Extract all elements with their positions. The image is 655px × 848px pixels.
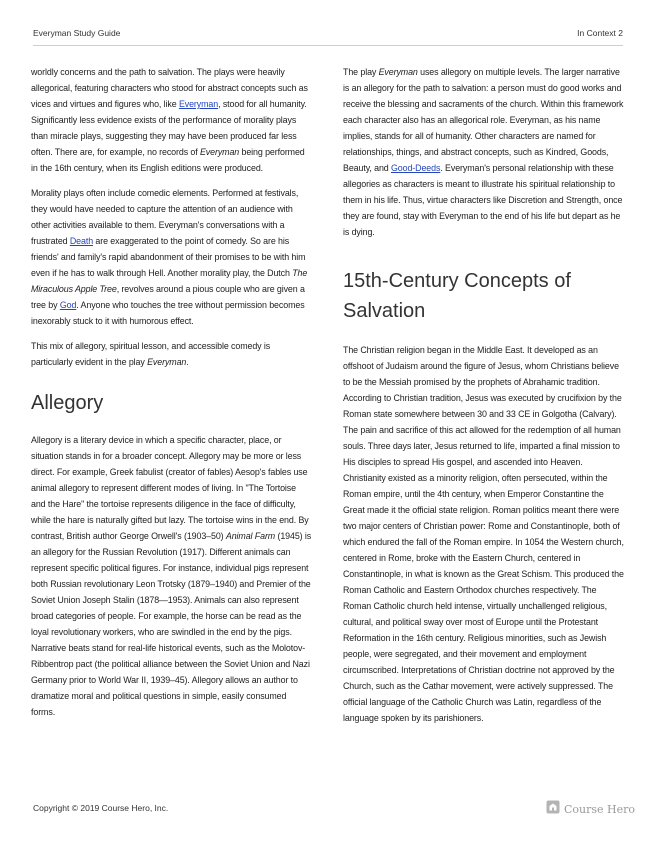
paragraph-allegory-definition: Allegory is a literary device in which a specific character, place, or situation stands in for a broader concept. Allegory may be more or less direct. For example, Greek fabulist (creator of fables) Aesop's fables use animal allegory to represent different modes of living. In "The Tortoise and the Hare" the tortoise represents diligence in the face of difficulty, while the hare is naturally gifted but lazy. The tortoise wins in the end. By contrast, British author George Orwell's (1903–50) Animal Farm (1945) is an allegory for the Russian Revolution (1917). Different animals can represent specific political figures. For instance, individual pigs represent both Russian revolutionary Leon Trotsky (1879–1940) and Premier of the Soviet Union Joseph Stalin (1878—1953). Animals can also represent broad categories of people. For example, the horse can be read as the loyal revolutionary workers, who are swindled in the end by the pigs. Narrative beats stand for real-life historical events, such as the Molotov-Ribbentrop pact (the political alliance between the Soviet Union and Nazi Germany prior to World War II, 1939–45). Allegory allows an author to dramatize moral and political questions in simple, easily consumed forms. (31, 435, 312, 717)
paragraph-everyman-allegory: The play Everyman uses allegory on multiple levels. The larger narrative is an allegory for the path to salvation: a person must do good works and receive the blessing and sacraments of the church. Within this framework each character also has an allegorical role. Everyman, as his name implies, stands for all of humanity. Other characters are named for relationships, things, and abstract concepts, such as Kindred, Goods, Beauty, and Good-Deeds. Everyman's personal relationship with these allegories as characters is meant to illustrate his spiritual relationship to them in his life. Thus, virtue characters like Discretion and Strength, once they are found, stay with Everyman to the end of his life but depart as he is dying. (343, 67, 624, 237)
course-hero-logo-text: Course Hero (564, 803, 636, 816)
link-death[interactable]: Death (69, 236, 94, 246)
heading-allegory: Allegory (31, 392, 104, 414)
paragraph-morality-plays: worldly concerns and the path to salvation. The plays were heavily allegorical, featuring characters who stood for abstract concepts such as vices and virtues and figures who, like Everyman, stood for all humanity. Significantly less evidence exists of the performance of morality plays than miracle plays, suggesting they may have been produced far less often. There are, for example, no records of Everyman being performed in the 16th century, when its English editions were produced. (31, 67, 308, 173)
paragraph-comedic-elements: Morality plays often include comedic elements. Performed at festivals, they would have needed to capture the attention of an audience with other activities available to them. Everyman's conversations with a frustrated Death are exaggerated to the point of comedy. So are his friends' and family's rapid abandonment of their promises to be with him even if he has to walk through Hell. Another morality play, the Dutch The Miraculous Apple Tree, revolves around a pious couple who are given a tree by God. Anyone who touches the tree without permission becomes inexorably stuck to it with humorous effect. (31, 188, 308, 326)
paragraph-christian-religion: The Christian religion began in the Middle East. It developed as an offshoot of Judaism around the figure of Jesus, whom Christians believe to be the Messiah promised by the prophets of Abrahamic tradition. According to Christian tradition, Jesus was executed by crucifixion by the Roman state somewhere between 30 and 33 CE in Golgotha (Calvary). The pain and sacrifice of this act allowed for the redemption of all human souls. Three days later, Jesus returned to life, imparted a final mission to His disciples to spread His gospel, and ascended into Heaven. Christianity existed as a minority religion, often persecuted, within the Roman empire, until the 4th century, when Emperor Constantine the Great made it the official state religion. Roman politics meant there were two major centers of Christian power: Rome and Constantinople, both of which endured the fall of the Roman empire. In 1054 the Western church, centered in Rome, broke with the Eastern Church, centered in Constantinople, in what is known as the Great Schism. This produced the Roman Catholic and Eastern Orthodox churches respectively. The Roman Catholic church held intense, virtually unchallenged religious, cultural, and political sway over most of Europe until the Protestant Reformation in the 16th century. Religious minorities, such as Jewish people, were segregated, and their movement and employment circumscribed. Interpretations of Christian doctrine not approved by the Church, such as the Cathar movement, were actively suppressed. The official language of the Catholic Church was Latin, regardless of the language spoken by its parishioners. (343, 345, 624, 723)
heading-salvation: 15th-Century Concepts of Salvation (343, 270, 571, 322)
course-hero-logo[interactable] (546, 800, 635, 819)
footer-copyright: Copyright © 2019 Course Hero, Inc. (33, 803, 169, 813)
header-page-label: In Context 2 (577, 28, 623, 38)
link-everyman[interactable]: Everyman (178, 99, 219, 109)
link-good-deeds[interactable]: Good-Deeds (390, 163, 441, 173)
header-divider (33, 45, 623, 46)
header-title: Everyman Study Guide (33, 28, 121, 38)
course-hero-logo-icon (546, 800, 560, 819)
left-column (31, 64, 312, 729)
right-column (343, 64, 624, 735)
link-god[interactable]: God (59, 300, 77, 310)
paragraph-mix-of-allegory: This mix of allegory, spiritual lesson, and accessible comedy is particularly evident in the play Everyman. (31, 341, 271, 367)
